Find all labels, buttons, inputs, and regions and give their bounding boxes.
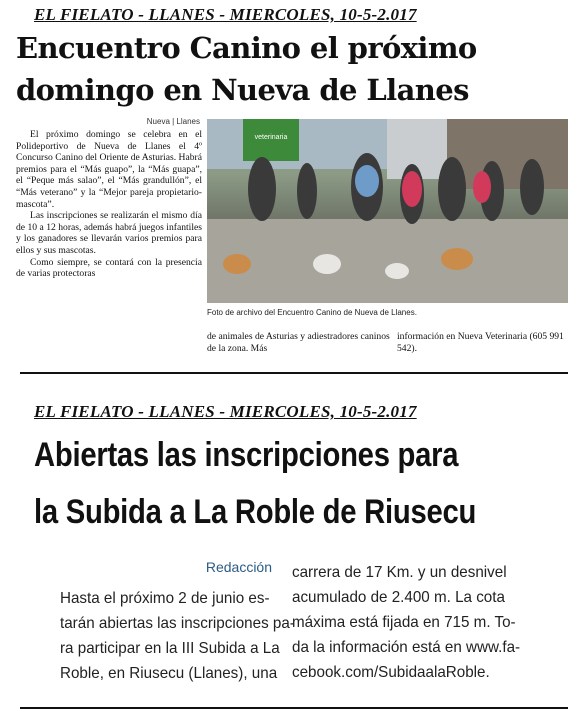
article2-divider [20,707,568,709]
article1-banner: EL FIELATO - LLANES - MIERCOLES, 10-5-2.017 [34,5,417,24]
article1-byline: Nueva | Llanes [146,117,200,126]
article2-text-line: Roble, en Riusecu (Llanes), una [60,665,278,682]
article2-byline: Redacción [205,559,272,575]
article2-left-column [60,586,295,686]
article2-banner: EL FIELATO - LLANES - MIERCOLES, 10-5-2.017 [34,402,417,421]
article2-text-line: carrera de 17 Km. y un desnivel [292,564,507,581]
article2-text-line: máxima está fijada en 715 m. To- [292,614,516,631]
article2-text-line: da la información está en www.fa- [292,639,521,656]
article1-body-column [16,129,202,355]
article1-paragraph: Las inscripciones se realizarán el mismo día de 10 a 12 horas, además habrá juegos infantiles y los ganadores se llevarán varios premios para ellos y sus mascotas. [16,210,202,256]
article2-text-line: acumulado de 2.400 m. La cota [292,589,505,606]
photo-illustration [207,119,568,303]
article1-divider [20,372,568,374]
article2-text-line: cebook.com/SubidaalaRoble. [292,664,490,681]
sign-text: veterinaria [254,134,288,141]
article2-text-line: tarán abiertas las inscripciones pa- [60,615,295,632]
article1-body-end: información en Nueva Veterinaria (605 991 542). [397,331,564,354]
photo-caption: Foto de archivo del Encuentro Canino de Nueva de Llanes. [207,308,417,317]
article2-right-column [292,560,520,685]
article2-text-line: ra participar en la III Subida a La [60,640,280,657]
article2-text-line: Hasta el próximo 2 de junio es- [60,590,270,607]
article1-headline-line2: domingo en Nueva de Llanes [16,73,469,107]
article2-headline-line1: Abiertas las inscripciones para [34,436,459,474]
article1-body-continued: de animales de Asturias y adiestradores caninos de la zona. Más [207,331,390,354]
article2-headline-line2: la Subida a La Roble de Riusecu [34,493,477,531]
dog-show-photo [207,119,568,303]
article1-paragraph: El próximo domingo se celebra en el Polideportivo de Nueva de Llanes el 4º Concurso Canino del Oriente de Asturias. Habrá premios para el “Más guapo”, la “Más guapa”, el “Peque más salao”, el “Más grandullón”, el “Más veterano” y la “Mejor pareja propietario-mascota”. [16,129,202,210]
article1-paragraph: Como siempre, se contará con la presencia de varias protectoras [16,256,202,280]
article1-headline-line1: Encuentro Canino el próximo [16,31,477,65]
